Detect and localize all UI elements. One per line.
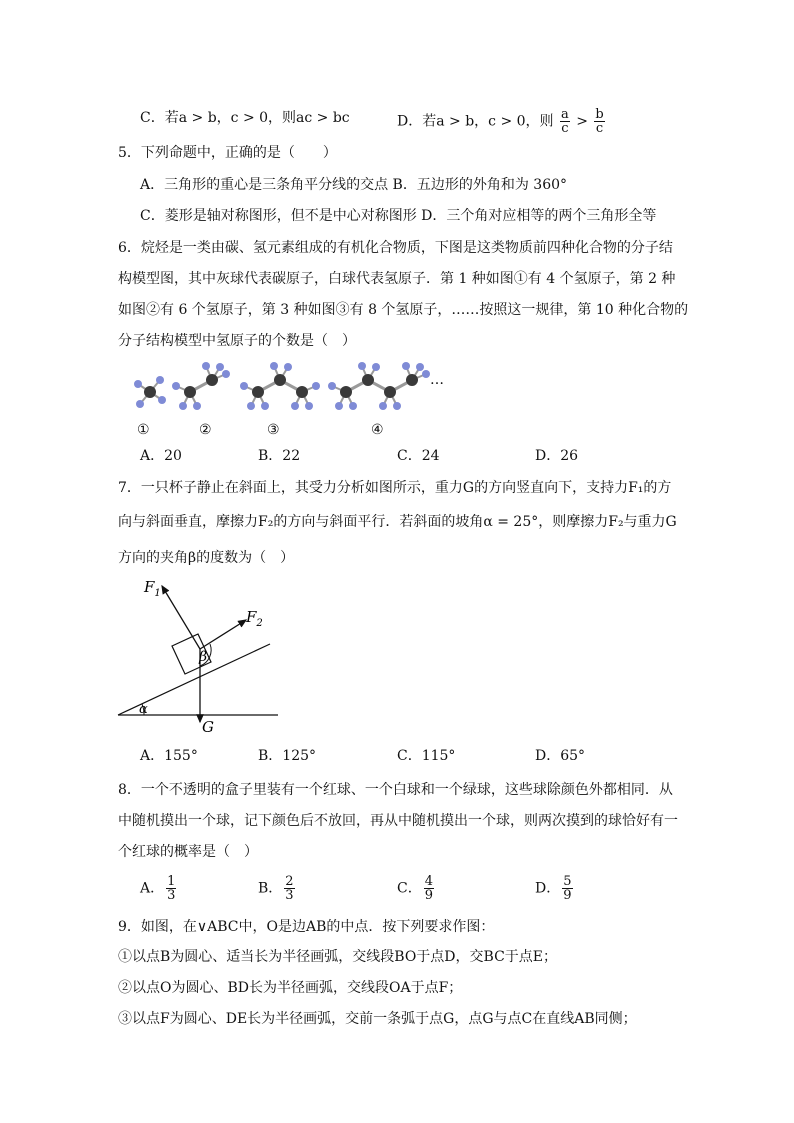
fraction: $\frac{4}{9}$ [424, 874, 433, 903]
q6-stem-line-1: 6．烷烃是一类由碳、氢元素组成的有机化合物质，下图是这类物质前四种化合物的分子结 [118, 240, 673, 256]
q6-stem-line-3: 如图②有 6 个氢原子，第 3 种如图③有 8 个氢原子，……按照这一规律，第 10 种化合物的 [118, 302, 689, 318]
hydrogen-atom [305, 402, 313, 410]
f2-label: $F_2$ [246, 608, 263, 629]
f1-arrow [162, 586, 200, 649]
q4-option-c: C．若a > b，c > 0，则ac > bc [140, 110, 350, 126]
q7-option-a: A．155° [140, 748, 198, 764]
alpha-label: α [139, 702, 148, 717]
q4-gt-sign: > [576, 113, 588, 130]
carbon-atom [340, 386, 352, 398]
hydrogen-atom [416, 363, 424, 371]
hydrogen-atom [393, 402, 401, 410]
hydrogen-atom [284, 363, 292, 371]
hydrogen-atom [402, 362, 410, 370]
q7-stem-line-1: 7．一只杯子静止在斜面上，其受力分析如图所示，重力G的方向竖直向下，支持力F₁的方 [118, 480, 672, 496]
carbon-atom [144, 386, 156, 398]
hydrogen-atom [312, 382, 320, 390]
molecule-1 [134, 376, 166, 408]
f1-label: $F_1$ [144, 578, 161, 599]
hydrogen-atom [422, 370, 430, 378]
q8-stem-line-3: 个红球的概率是（ ） [118, 844, 258, 860]
q8-option-b: B． $\frac{2}{3}$ [258, 874, 294, 903]
carbon-atom [362, 374, 374, 386]
q4-fraction-a-over-c: $\frac{a}{c}$ [561, 107, 569, 136]
q9-step-3: ③以点F为圆心、DE长为半径画弧，交前一条弧于点G，点G与点C在直线AB同侧； [118, 1011, 637, 1027]
hydrogen-atom [335, 402, 343, 410]
molecule-label-4: ④ [371, 422, 384, 438]
f2-arrow [200, 620, 246, 649]
molecule-3 [240, 362, 320, 410]
molecule-2 [172, 362, 230, 410]
hydrogen-atom [261, 402, 269, 410]
molecule-4 [328, 362, 430, 410]
carbon-atom [384, 386, 396, 398]
fraction: $\frac{5}{9}$ [563, 874, 572, 903]
hydrogen-atom [216, 363, 224, 371]
q8-option-d: D． $\frac{5}{9}$ [535, 874, 572, 903]
molecule-label-2: ② [199, 422, 212, 438]
q4-fraction-b-over-c: $\frac{b}{c}$ [595, 107, 604, 136]
hydrogen-atom [193, 402, 201, 410]
q6-molecule-figure [118, 360, 458, 445]
fraction: $\frac{1}{3}$ [167, 874, 176, 903]
q7-stem-line-3: 方向的夹角β的度数为（ ） [118, 550, 295, 566]
q9-step-1: ①以点B为圆心、适当长为半径画弧，交线段BO于点D，交BC于点E； [118, 949, 558, 965]
g-label: G [202, 718, 214, 736]
hydrogen-atom [379, 402, 387, 410]
hydrogen-atom [291, 402, 299, 410]
q7-force-diagram [110, 572, 290, 737]
q6-option-a: A．20 [140, 448, 182, 464]
carbon-atom [406, 374, 418, 386]
q9-stem: 9．如图，在∨ABC中，O是边AB的中点．按下列要求作图： [118, 919, 495, 935]
molecule-label-1: ① [137, 422, 150, 438]
q5-stem: 5．下列命题中，正确的是（ ） [118, 145, 337, 161]
carbon-atom [274, 374, 286, 386]
carbon-atom [184, 386, 196, 398]
q8-option-a: A． $\frac{1}{3}$ [140, 874, 176, 903]
carbon-atom [206, 374, 218, 386]
q6-option-d: D．26 [535, 448, 579, 464]
hydrogen-atom [158, 396, 166, 404]
q5-options-cd: C．菱形是轴对称图形，但不是中心对称图形 D．三个角对应相等的两个三角形全等 [140, 208, 657, 224]
q7-stem-line-2: 向与斜面垂直，摩擦力F₂的方向与斜面平行．若斜面的坡角α = 25°，则摩擦力F₂与重力G [118, 514, 677, 530]
hydrogen-atom [202, 362, 210, 370]
q6-option-c: C．24 [397, 448, 440, 464]
q4-option-d-prefix: D．若a > b，c > 0，则 [397, 113, 554, 130]
hydrogen-atom [179, 402, 187, 410]
q9-step-2: ②以点O为圆心、BD长为半径画弧，交线段OA于点F； [118, 980, 463, 996]
hydrogen-atom [156, 376, 164, 384]
q6-stem-line-2: 构模型图，其中灰球代表碳原子，白球代表氢原子．第 1 种如图①有 4 个氢原子，第 2 种 [118, 271, 676, 287]
q7-option-c: C．115° [397, 748, 456, 764]
hydrogen-atom [136, 400, 144, 408]
q6-stem-line-4: 分子结构模型中氢原子的个数是（ ） [118, 333, 356, 349]
molecule-ellipsis: … [430, 372, 444, 388]
carbon-atom [252, 386, 264, 398]
q5-options-ab: A．三角形的重心是三条角平分线的交点 B．五边形的外角和为 360° [140, 177, 568, 193]
hydrogen-atom [247, 402, 255, 410]
q7-option-b: B．125° [258, 748, 317, 764]
q8-option-c: C． $\frac{4}{9}$ [397, 874, 433, 903]
molecule-label-3: ③ [267, 422, 280, 438]
hydrogen-atom [222, 370, 230, 378]
hydrogen-atom [270, 362, 278, 370]
hydrogen-atom [328, 382, 336, 390]
hydrogen-atom [372, 363, 380, 371]
hydrogen-atom [358, 362, 366, 370]
carbon-atom [296, 386, 308, 398]
q7-option-d: D．65° [535, 748, 586, 764]
beta-label: β [199, 649, 208, 665]
hydrogen-atom [349, 402, 357, 410]
fraction: $\frac{2}{3}$ [285, 874, 294, 903]
hydrogen-atom [240, 382, 248, 390]
hydrogen-atom [172, 382, 180, 390]
q6-option-b: B．22 [258, 448, 301, 464]
q8-stem-line-2: 中随机摸出一个球，记下颜色后不放回，再从中随机摸出一个球，则两次摸到的球恰好有一 [118, 813, 678, 829]
q4-option-d [397, 108, 607, 135]
hydrogen-atom [134, 380, 142, 388]
q8-stem-line-1: 8．一个不透明的盒子里装有一个红球、一个白球和一个绿球，这些球除颜色外都相同．从 [118, 782, 673, 798]
